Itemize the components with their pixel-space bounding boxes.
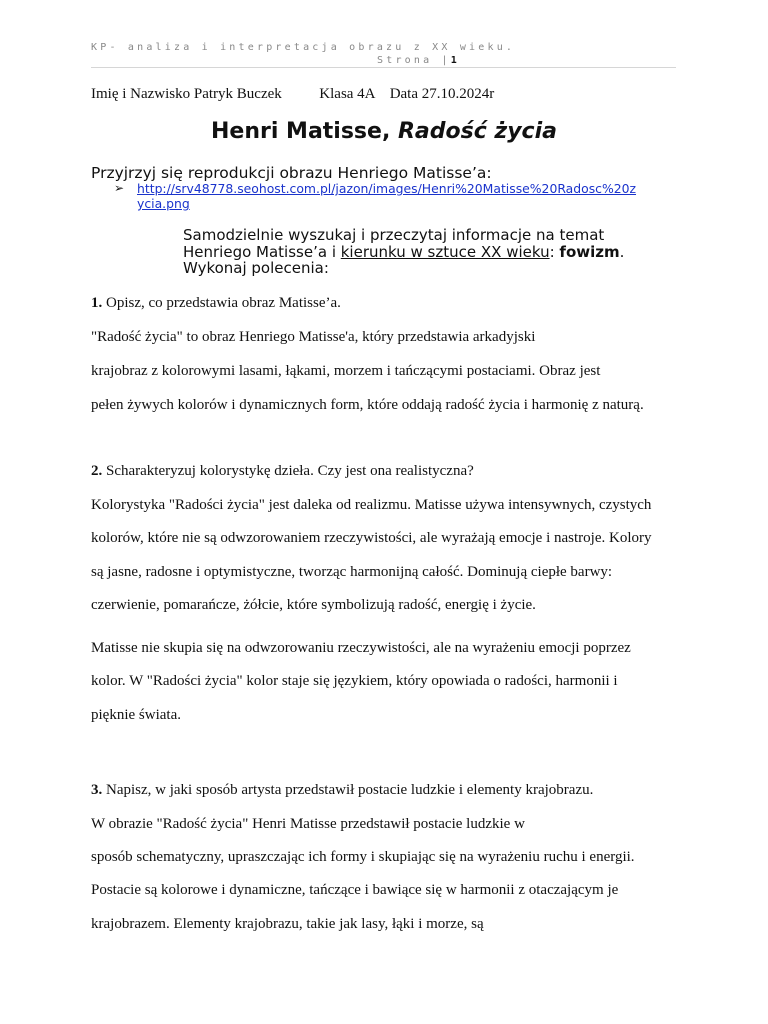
header-title: KP- analiza i interpretacja obrazu z XX wieku. [91,42,516,53]
question-1 [91,295,341,312]
image-link[interactable]: http://srv48778.seohost.com.pl/jazon/images/Henri%20Matisse%20Radosc%20zycia.png [137,181,637,211]
answer-2-line-7: pięknie świata. [91,707,181,723]
answer-2-line-4: czerwienie, pomarańcze, żółcie, które symbolizują radość, energię i życie. [91,597,536,613]
question-2-number: 2. [91,463,103,479]
answer-1-line-3: pełen żywych kolorów i dynamicznych form, które oddają radość życia i harmonię z naturą. [91,397,644,413]
answer-2-line-1: Kolorystyka "Radości życia" jest daleka od realizmu. Matisse używa intensywnych, czystych [91,497,652,513]
question-2-text: Scharakteryzuj kolorystykę dzieła. Czy jest ona realistyczna? [102,463,474,479]
question-3-text: Napisz, w jaki sposób artysta przedstawił postacie ludzkie i elementy krajobrazu. [102,782,594,798]
header-page-number: 1 [450,55,457,66]
question-1-number: 1. [91,295,103,311]
question-2 [91,463,474,480]
title-artwork: Radość życia [397,119,557,144]
arrow-bullet-icon: ➢ [114,181,125,195]
header-page-label: Strona | [377,55,451,66]
task-text-2: : [549,242,560,261]
answer-2-line-5: Matisse nie skupia się na odwzorowaniu rzeczywistości, ale na wyrażeniu emocji poprzez [91,640,631,656]
answer-3-line-3: Postacie są kolorowe i dynamiczne, tańczące i bawiące się w harmonii z otaczającym je [91,882,619,898]
document-title [0,119,768,144]
answer-1-line-1: "Radość życia" to obraz Henriego Matisse'a, który przedstawia arkadyjski [91,329,536,345]
task-text-1: Samodzielnie wyszukaj i przeczytaj informacje na temat Henriego Matisse’a i [183,226,605,261]
question-1-text: Opisz, co przedstawia obraz Matisse’a. [102,295,341,311]
answer-3-line-1: W obrazie "Radość życia" Henri Matisse przedstawił postacie ludzkie w [91,816,525,832]
task-text-3: . Wykonaj polecenia: [183,242,625,277]
answer-3-line-4: krajobrazem. Elementy krajobrazu, takie jak lasy, łąki i morze, są [91,916,484,932]
page-header [91,41,676,67]
header-divider [91,67,676,68]
answer-2-line-2: kolorów, które nie są odwzorowaniem rzeczywistości, ale wyrażają emocje i nastroje. Kolory [91,530,652,546]
title-artist: Henri Matisse, [211,119,398,144]
answer-3-line-2: sposób schematyczny, upraszczając ich formy i skupiając się na wyrażeniu ruchu i energii. [91,849,635,865]
answer-2-line-6: kolor. W "Radości życia" kolor staje się językiem, który opowiada o radości, harmonii i [91,673,618,689]
task-instruction [183,227,663,277]
intro-instruction: Przyjrzyj się reprodukcji obrazu Henriego Matisse’a: [91,164,492,182]
answer-2-line-3: są jasne, radosne i optymistyczne, tworząc harmonijną całość. Dominują ciepłe barwy: [91,564,613,580]
task-bold-term: fowizm [559,242,620,261]
question-3-number: 3. [91,782,103,798]
student-info-line: Imię i Nazwisko Patryk Buczek Klasa 4A Data 27.10.2024r [91,86,495,102]
header-page-indicator [91,54,676,67]
question-3 [91,782,593,799]
task-underlined-text: kierunku w sztuce XX wieku [340,242,550,261]
answer-1-line-2: krajobraz z kolorowymi lasami, łąkami, morzem i tańczącymi postaciami. Obraz jest [91,363,601,379]
